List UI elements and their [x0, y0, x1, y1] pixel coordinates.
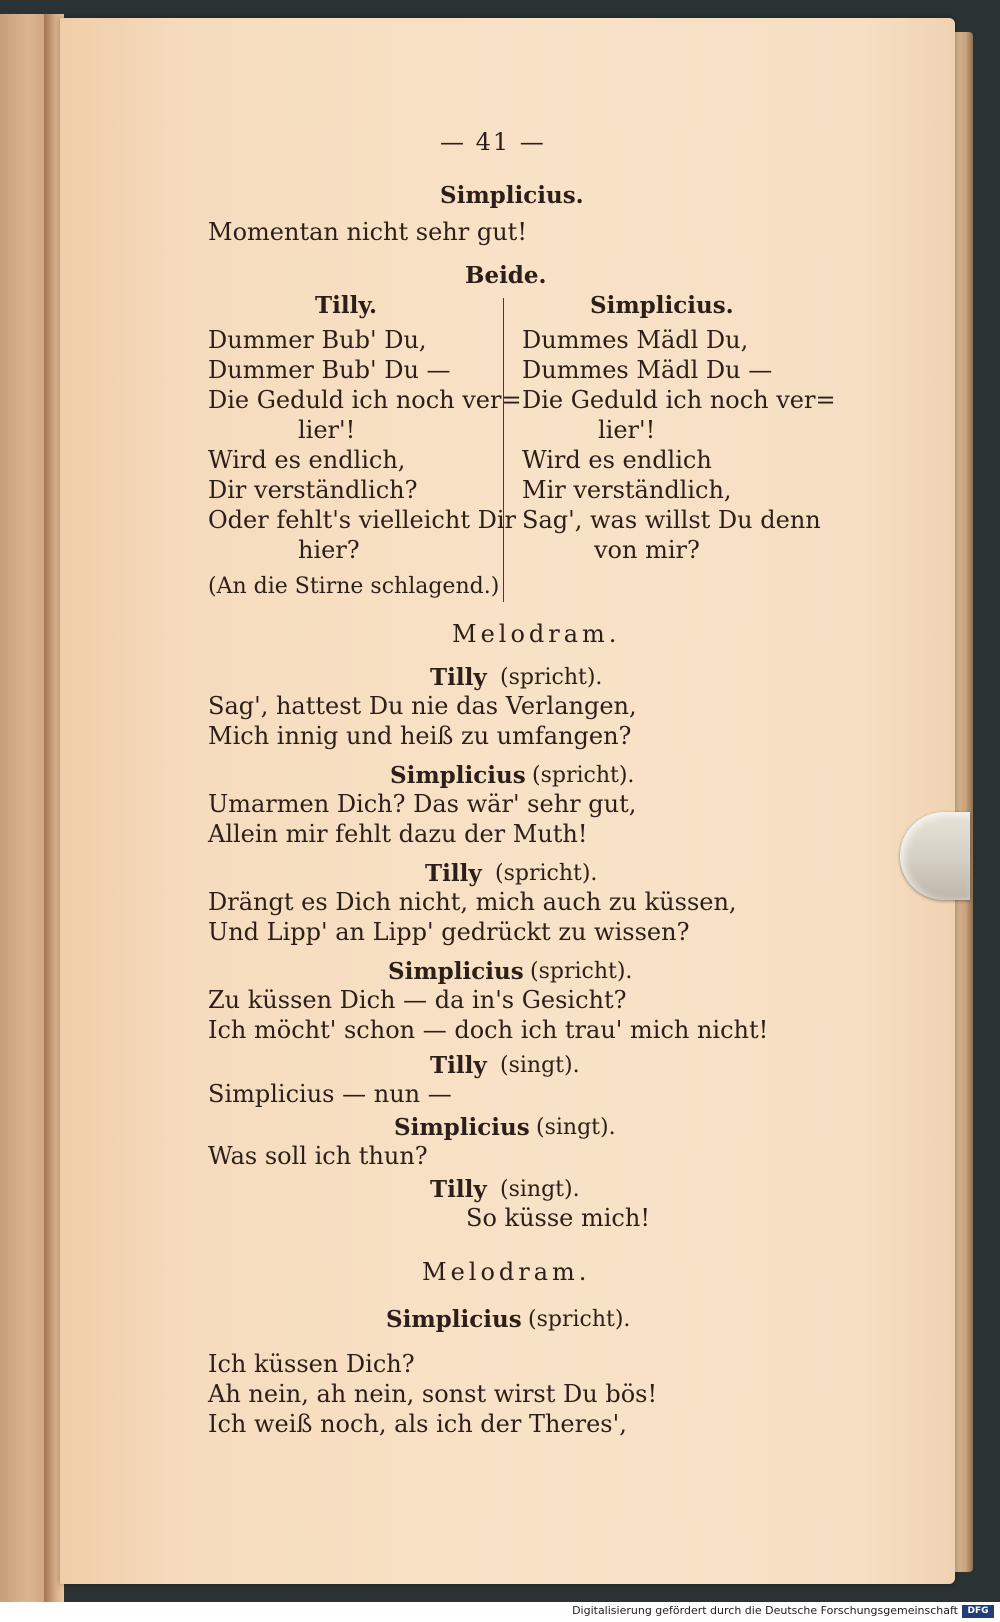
simp-line-2: Dummes Mädl Du —: [522, 356, 773, 384]
tilly-line-4: lier'!: [298, 416, 356, 444]
speaker-simplicius: Simplicius: [386, 1306, 522, 1333]
speaker-simplicius: Simplicius: [394, 1114, 530, 1141]
speaker-simplicius-col: Simplicius.: [590, 292, 734, 319]
simp-line-3: Die Geduld ich noch ver=: [522, 386, 836, 414]
tilly-line-7: Oder fehlt's vielleicht Dir: [208, 506, 516, 534]
simp-line-4: lier'!: [598, 416, 656, 444]
speaker-tilly: Tilly.: [315, 292, 378, 319]
verse-line: Momentan nicht sehr gut!: [208, 218, 527, 246]
verse-line: Zu küssen Dich — da in's Gesicht?: [208, 986, 627, 1014]
verse-line: Simplicius — nun —: [208, 1080, 452, 1108]
verse-line: Sag', hattest Du nie das Verlangen,: [208, 692, 637, 720]
stage-direction: (singt).: [500, 1177, 580, 1202]
stage-direction: (spricht).: [495, 861, 598, 886]
tilly-line-6: Dir verständlich?: [208, 476, 418, 504]
page-stack-edge: [955, 32, 973, 1572]
funding-notice: Digitalisierung gefördert durch die Deutsche Forschungsgemeinschaft: [572, 1604, 958, 1617]
speaker-simplicius: Simplicius: [390, 762, 526, 789]
verse-line: Ah nein, ah nein, sonst wirst Du bös!: [208, 1380, 658, 1408]
column-divider: [503, 298, 504, 602]
stage-direction: (spricht).: [532, 763, 635, 788]
tilly-line-1: Dummer Bub' Du,: [208, 326, 427, 354]
stage-direction: (spricht).: [530, 959, 633, 984]
simp-line-1: Dummes Mädl Du,: [522, 326, 749, 354]
stage-direction: (An die Stirne schlagend.): [208, 574, 500, 599]
tilly-line-2: Dummer Bub' Du —: [208, 356, 451, 384]
verse-line: So küsse mich!: [466, 1204, 650, 1232]
melodram-heading: Melodram.: [452, 620, 621, 648]
verse-line: Ich möcht' schon — doch ich trau' mich nicht!: [208, 1016, 769, 1044]
speaker-simplicius: Simplicius.: [440, 182, 584, 209]
verse-line: Drängt es Dich nicht, mich auch zu küssen,: [208, 888, 737, 916]
speaker-tilly: Tilly: [430, 1052, 487, 1079]
simp-line-5: Wird es endlich: [522, 446, 712, 474]
verse-line: Ich küssen Dich?: [208, 1350, 415, 1378]
verse-line: Umarmen Dich? Das wär' sehr gut,: [208, 790, 637, 818]
verse-line: Was soll ich thun?: [208, 1142, 428, 1170]
speaker-tilly: Tilly: [430, 1176, 487, 1203]
simp-line-7: Sag', was willst Du denn: [522, 506, 821, 534]
stage-direction: (spricht).: [500, 665, 603, 690]
tilly-line-5: Wird es endlich,: [208, 446, 406, 474]
verse-line: Mich innig und heiß zu umfangen?: [208, 722, 632, 750]
verse-line: Allein mir fehlt dazu der Muth!: [208, 820, 588, 848]
page-number: — 41 —: [440, 128, 546, 156]
verse-line: Ich weiß noch, als ich der Theres',: [208, 1410, 627, 1438]
stage-direction: (singt).: [536, 1115, 616, 1140]
melodram-heading: Melodram.: [422, 1258, 591, 1286]
tilly-line-3: Die Geduld ich noch ver=: [208, 386, 522, 414]
simp-line-6: Mir verständlich,: [522, 476, 732, 504]
verse-line: Und Lipp' an Lipp' gedrückt zu wissen?: [208, 918, 690, 946]
speaker-simplicius: Simplicius: [388, 958, 524, 985]
dfg-logo-icon: DFG: [962, 1605, 994, 1618]
speaker-tilly: Tilly: [430, 664, 487, 691]
stage-direction: (singt).: [500, 1053, 580, 1078]
simp-line-8: von mir?: [594, 536, 700, 564]
tilly-line-8: hier?: [298, 536, 360, 564]
speaker-tilly: Tilly: [425, 860, 482, 887]
stage-direction: (spricht).: [528, 1307, 631, 1332]
speaker-both: Beide.: [465, 262, 547, 289]
